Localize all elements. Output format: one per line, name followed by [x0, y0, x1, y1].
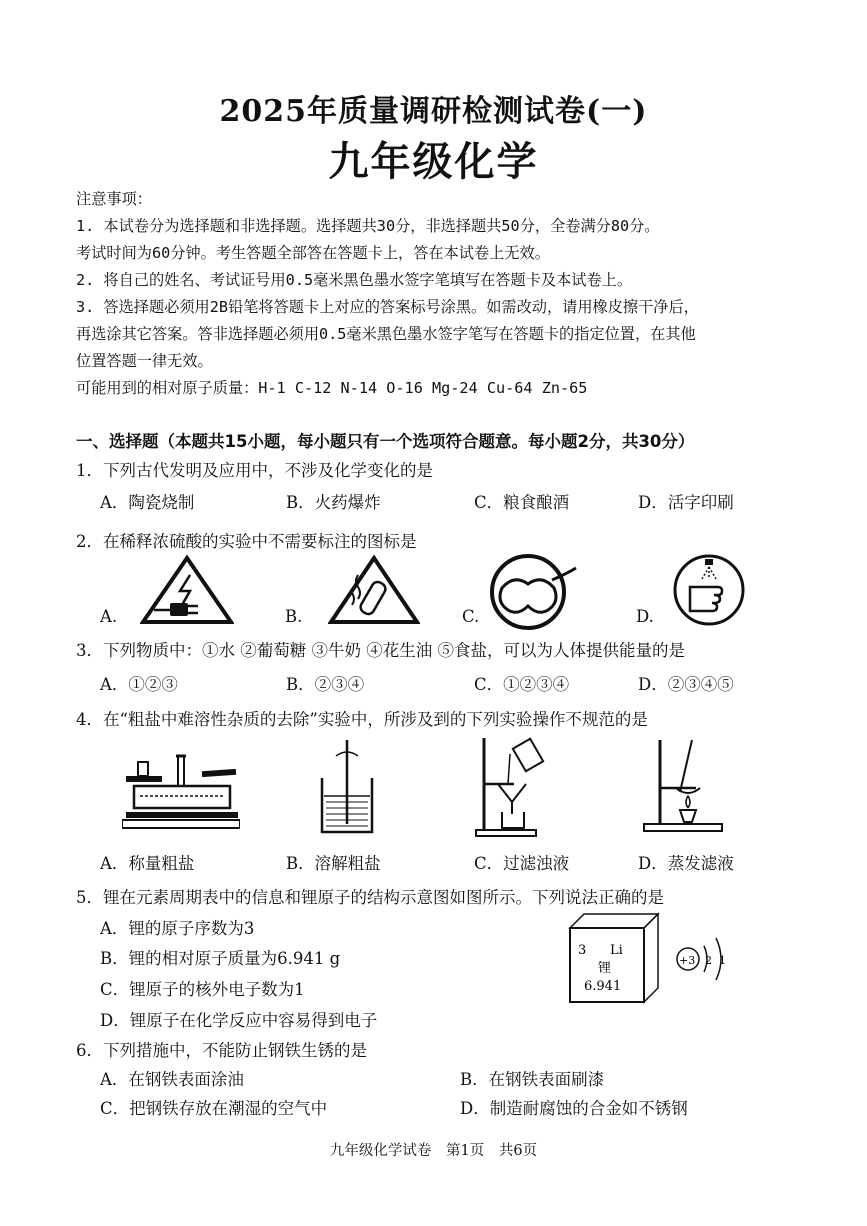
question-6-options-row2 — [100, 1095, 800, 1121]
notes-heading: 注意事项： — [76, 190, 152, 208]
notes-line: 再选涂其它答案。答非选择题必须用0.5毫米黑色墨水签字笔写在答题卡的指定位置，在其他 — [76, 325, 696, 343]
option-d: D．②③④⑤ — [638, 675, 734, 694]
option-b: B．溶解粗盐 — [286, 854, 381, 873]
question-5-stem: 5．锂在元素周期表中的信息和锂原子的结构示意图如图所示。下列说法正确的是 — [76, 888, 664, 907]
option-d: D．蒸发滤液 — [638, 854, 734, 873]
atom-structure-diagram — [672, 926, 742, 992]
page-footer: 九年级化学试卷 第1页 共6页 — [329, 1143, 538, 1159]
option-a: A．陶瓷烧制 — [100, 493, 195, 512]
evaporation-figure — [640, 736, 726, 836]
question-4-options — [100, 850, 800, 876]
option-c: C．①②③④ — [474, 675, 570, 694]
option-a: A．锂的原子序数为3 — [100, 919, 255, 938]
element-number: 3 — [578, 943, 587, 958]
shell-1-electrons: 2 — [705, 954, 712, 967]
element-mass: 6.941 — [584, 979, 622, 994]
option-b: B．在钢铁表面刷漆 — [460, 1070, 605, 1089]
option-b: B．②③④ — [286, 675, 365, 694]
notes-line: 1. 本试卷分为选择题和非选择题。选择题共30分，非选择题共50分，全卷满分80分。 — [76, 217, 660, 235]
question-1-stem: 1．下列古代发明及应用中，不涉及化学变化的是 — [76, 461, 433, 480]
electric-hazard-icon — [140, 555, 234, 625]
element-card — [566, 910, 662, 1006]
question-6-stem: 6．下列措施中，不能防止钢铁生锈的是 — [76, 1041, 367, 1060]
exam-title: 2025年质量调研检测试卷(一) — [219, 94, 648, 129]
question-2-stem: 2．在稀释浓硫酸的实验中不需要标注的图标是 — [76, 532, 417, 551]
wash-hands-icon — [672, 553, 746, 627]
shell-2-electrons: 1 — [719, 954, 726, 967]
option-b: B．火药爆炸 — [286, 493, 381, 512]
question-1-options — [100, 489, 800, 515]
option-c: C．把钢铁存放在潮湿的空气中 — [100, 1099, 328, 1118]
filtration-figure — [470, 734, 550, 838]
question-3-options — [100, 671, 800, 697]
option-c: C．粮食酿酒 — [474, 493, 570, 512]
option-d: D. — [636, 607, 654, 626]
notes-line: 考试时间为60分钟。考生答题全部答在答题卡上，答在本试卷上无效。 — [76, 244, 550, 262]
balance-figure — [122, 750, 240, 832]
option-c: C. — [462, 607, 480, 626]
exam-subject: 九年级化学 — [328, 139, 539, 185]
section-heading: 一、选择题（本题共15小题，每小题只有一个选项符合题意。每小题2分，共30分） — [76, 432, 695, 451]
option-a: A．称量粗盐 — [100, 854, 195, 873]
hot-surface-icon — [328, 555, 420, 625]
question-4-stem: 4．在“粗盐中难溶性杂质的去除”实验中，所涉及到的下列实验操作不规范的是 — [76, 710, 648, 729]
element-name: 锂 — [598, 961, 612, 976]
option-c: C．锂原子的核外电子数为1 — [100, 980, 305, 999]
option-d: D．锂原子在化学反应中容易得到电子 — [100, 1011, 378, 1030]
notes-line: 2. 将自己的姓名、考试证号用0.5毫米黑色墨水签字笔填写在答题卡及本试卷上。 — [76, 271, 633, 289]
option-a: A．①②③ — [100, 675, 178, 694]
option-d: D．制造耐腐蚀的合金如不锈钢 — [460, 1099, 688, 1118]
option-d: D．活字印刷 — [638, 493, 734, 512]
option-b: B．锂的相对原子质量为6.941 g — [100, 949, 341, 968]
question-6-options-row1 — [100, 1066, 800, 1092]
option-a: A. — [100, 607, 118, 626]
goggles-icon — [488, 550, 578, 632]
question-3-stem: 3．下列物质中：①水 ②葡萄糖 ③牛奶 ④花生油 ⑤食盐，可以为人体提供能量的是 — [76, 641, 685, 660]
notes-line: 位置答题一律无效。 — [76, 352, 213, 370]
notes-line: 3. 答选择题必须用2B铅笔将答题卡上对应的答案标号涂黑。如需改动，请用橡皮擦干净后， — [76, 298, 699, 316]
element-symbol: Li — [610, 943, 623, 958]
notes-section — [76, 186, 816, 402]
nucleus-charge: +3 — [679, 954, 696, 967]
beaker-stirring-figure — [316, 738, 378, 838]
option-c: C．过滤浊液 — [474, 854, 570, 873]
option-a: A．在钢铁表面涂油 — [100, 1070, 244, 1089]
atomic-masses: 可能用到的相对原子质量：H-1 C-12 N-14 O-16 Mg-24 Cu-64 Zn-65 — [76, 379, 588, 397]
option-b: B. — [285, 607, 303, 626]
